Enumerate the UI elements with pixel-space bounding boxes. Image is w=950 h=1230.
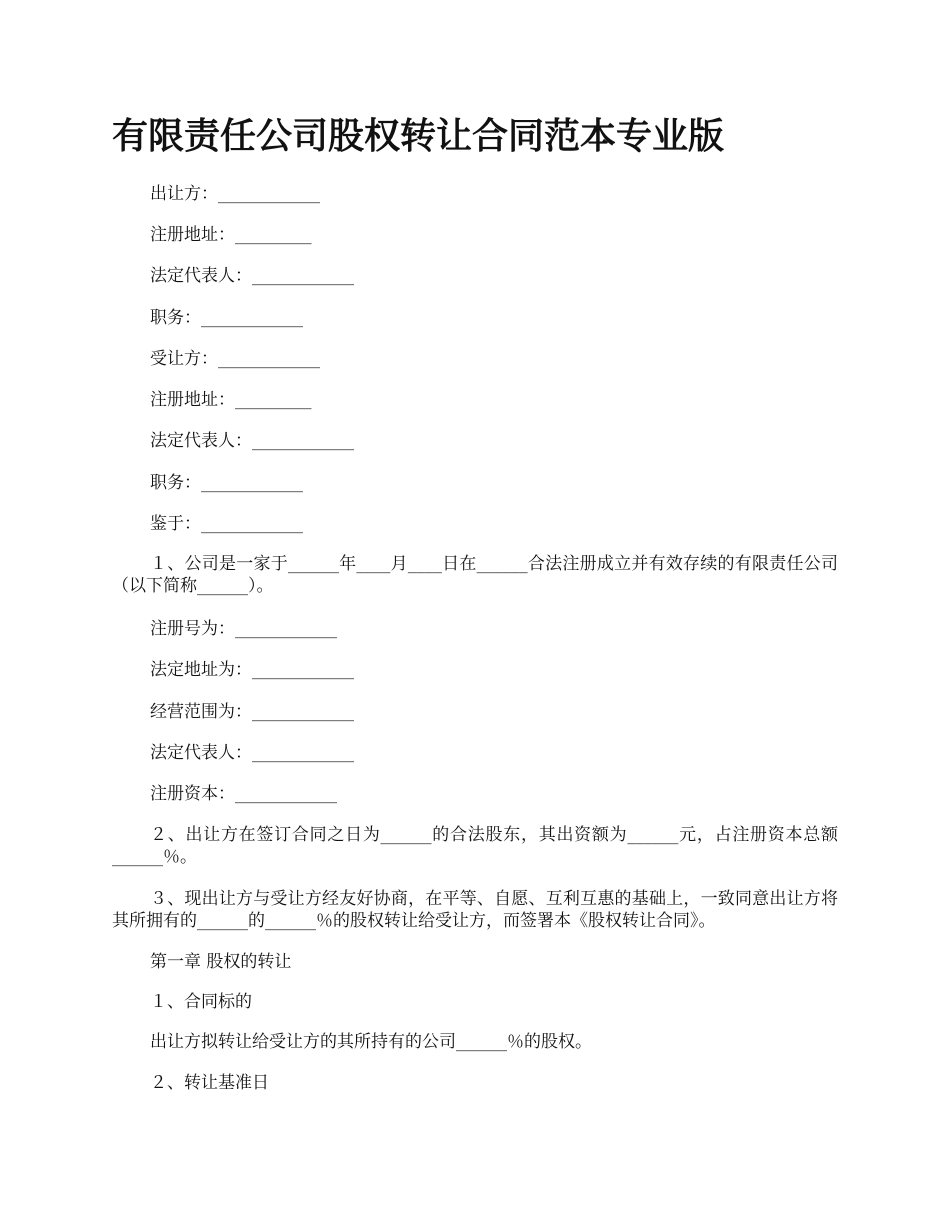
legal-address-field: 法定地址为：____________ [150, 660, 354, 680]
section-1-text: 出让方拟转让给受让方的其所持有的公司______％的股权。 [150, 1032, 592, 1052]
transferor-address-field: 注册地址：_________ [150, 225, 312, 245]
document-title: 有限责任公司股权转让合同范本专业版 [112, 116, 725, 157]
transferee-position-field: 职务：____________ [150, 473, 303, 493]
company-legal-rep-field: 法定代表人：____________ [150, 743, 354, 763]
recital-paragraph-2: ２、出让方在签订合同之日为______的合法股东，其出资额为______元，占注册资本总额______％。 [112, 825, 838, 867]
section-2-heading: ２、转让基准日 [150, 1073, 269, 1093]
transferee-address-field: 注册地址：_________ [150, 390, 312, 410]
whereas-field: 鉴于：____________ [150, 514, 303, 534]
registration-number-field: 注册号为：____________ [150, 619, 337, 639]
transferee-field: 受让方：____________ [150, 349, 320, 369]
recital-paragraph-3: ３、现出让方与受让方经友好协商，在平等、自愿、互利互惠的基础上，一致同意出让方将其所拥有的______的______％的股权转让给受让方，而签署本《股权转让合同》。 [112, 889, 838, 931]
business-scope-field: 经营范围为：____________ [150, 702, 354, 722]
registered-capital-field: 注册资本：____________ [150, 784, 337, 804]
section-1-heading: １、合同标的 [150, 992, 252, 1012]
transferor-field: 出让方：____________ [150, 184, 320, 204]
chapter-heading: 第一章 股权的转让 [150, 952, 292, 972]
recital-paragraph-1: １、公司是一家于______年____月____日在______合法注册成立并有效存续的有限责任公司（以下简称______）。 [112, 554, 838, 596]
transferee-legal-rep-field: 法定代表人：____________ [150, 431, 354, 451]
transferor-legal-rep-field: 法定代表人：____________ [150, 266, 354, 286]
transferor-position-field: 职务：____________ [150, 308, 303, 328]
